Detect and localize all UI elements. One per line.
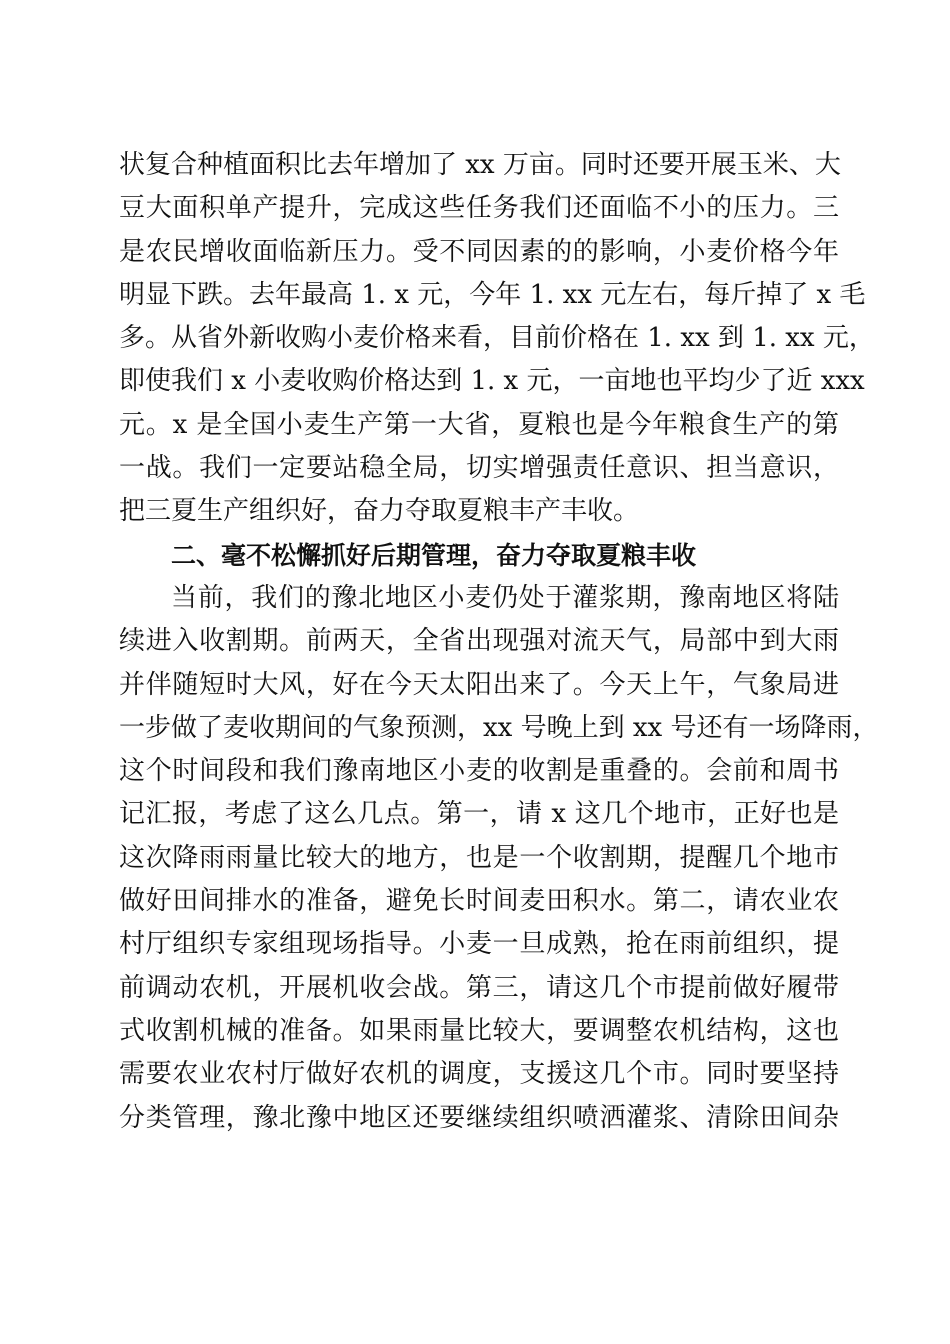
text-line: 分类管理，豫北豫中地区还要继续组织喷洒灌浆、清除田间杂 <box>119 1102 839 1133</box>
text-line: 是农民增收面临新压力。受不同因素的的影响，小麦价格今年 <box>119 236 839 267</box>
text-line: 即使我们 x 小麦收购价格达到 1. x 元，一亩地也平均少了近 xxx <box>119 366 865 397</box>
body-text <box>119 144 879 1140</box>
text-line: 并伴随短时大风，好在今天太阳出来了。今天上午，气象局进 <box>119 669 839 700</box>
text-line: 这个时间段和我们豫南地区小麦的收割是重叠的。会前和周书 <box>119 756 839 787</box>
paragraph-2 <box>119 577 879 1140</box>
text-line: 豆大面积单产提升，完成这些任务我们还面临不小的压力。三 <box>119 193 839 224</box>
text-line: 状复合种植面积比去年增加了 xx 万亩。同时还要开展玉米、大 <box>119 150 841 180</box>
text-line: 式收割机械的准备。如果雨量比较大，要调整农机结构，这也 <box>119 1015 839 1046</box>
text-line: 明显下跌。去年最高 1. x 元，今年 1. xx 元左右，每斤掉了 x 毛 <box>119 279 866 310</box>
text-line: 这次降雨雨量比较大的地方，也是一个收割期，提醒几个地市 <box>119 842 839 873</box>
text-line: 村厅组织专家组现场指导。小麦一旦成熟，抢在雨前组织，提 <box>119 929 839 960</box>
section-heading: 二、毫不松懈抓好后期管理，奋力夺取夏粮丰收 <box>171 540 697 570</box>
text-line: 把三夏生产组织好，奋力夺取夏粮丰产丰收。 <box>119 496 640 527</box>
text-line: 记汇报，考虑了这么几点。第一，请 x 这几个地市，正好也是 <box>119 799 839 830</box>
text-line: 当前，我们的豫北地区小麦仍处于灌浆期，豫南地区将陆 <box>171 582 839 613</box>
text-line: 续进入收割期。前两天，全省出现强对流天气，局部中到大雨 <box>119 626 839 657</box>
text-line: 做好田间排水的准备，避免长时间麦田积水。第二，请农业农 <box>119 886 839 917</box>
text-line: 元。x 是全国小麦生产第一大省，夏粮也是今年粮食生产的第 <box>119 409 839 440</box>
paragraph-1 <box>119 144 875 534</box>
text-line: 前调动农机，开展机收会战。第三，请这几个市提前做好履带 <box>119 972 839 1003</box>
text-line: 一战。我们一定要站稳全局，切实增强责任意识、担当意识， <box>119 453 839 484</box>
text-line: 一步做了麦收期间的气象预测，xx 号晚上到 xx 号还有一场降雨， <box>119 712 879 743</box>
text-line: 需要农业农村厅做好农机的调度，支援这几个市。同时要坚持 <box>119 1059 839 1090</box>
text-line: 多。从省外新收购小麦价格来看，目前价格在 1. xx 到 1. xx 元， <box>119 323 875 354</box>
